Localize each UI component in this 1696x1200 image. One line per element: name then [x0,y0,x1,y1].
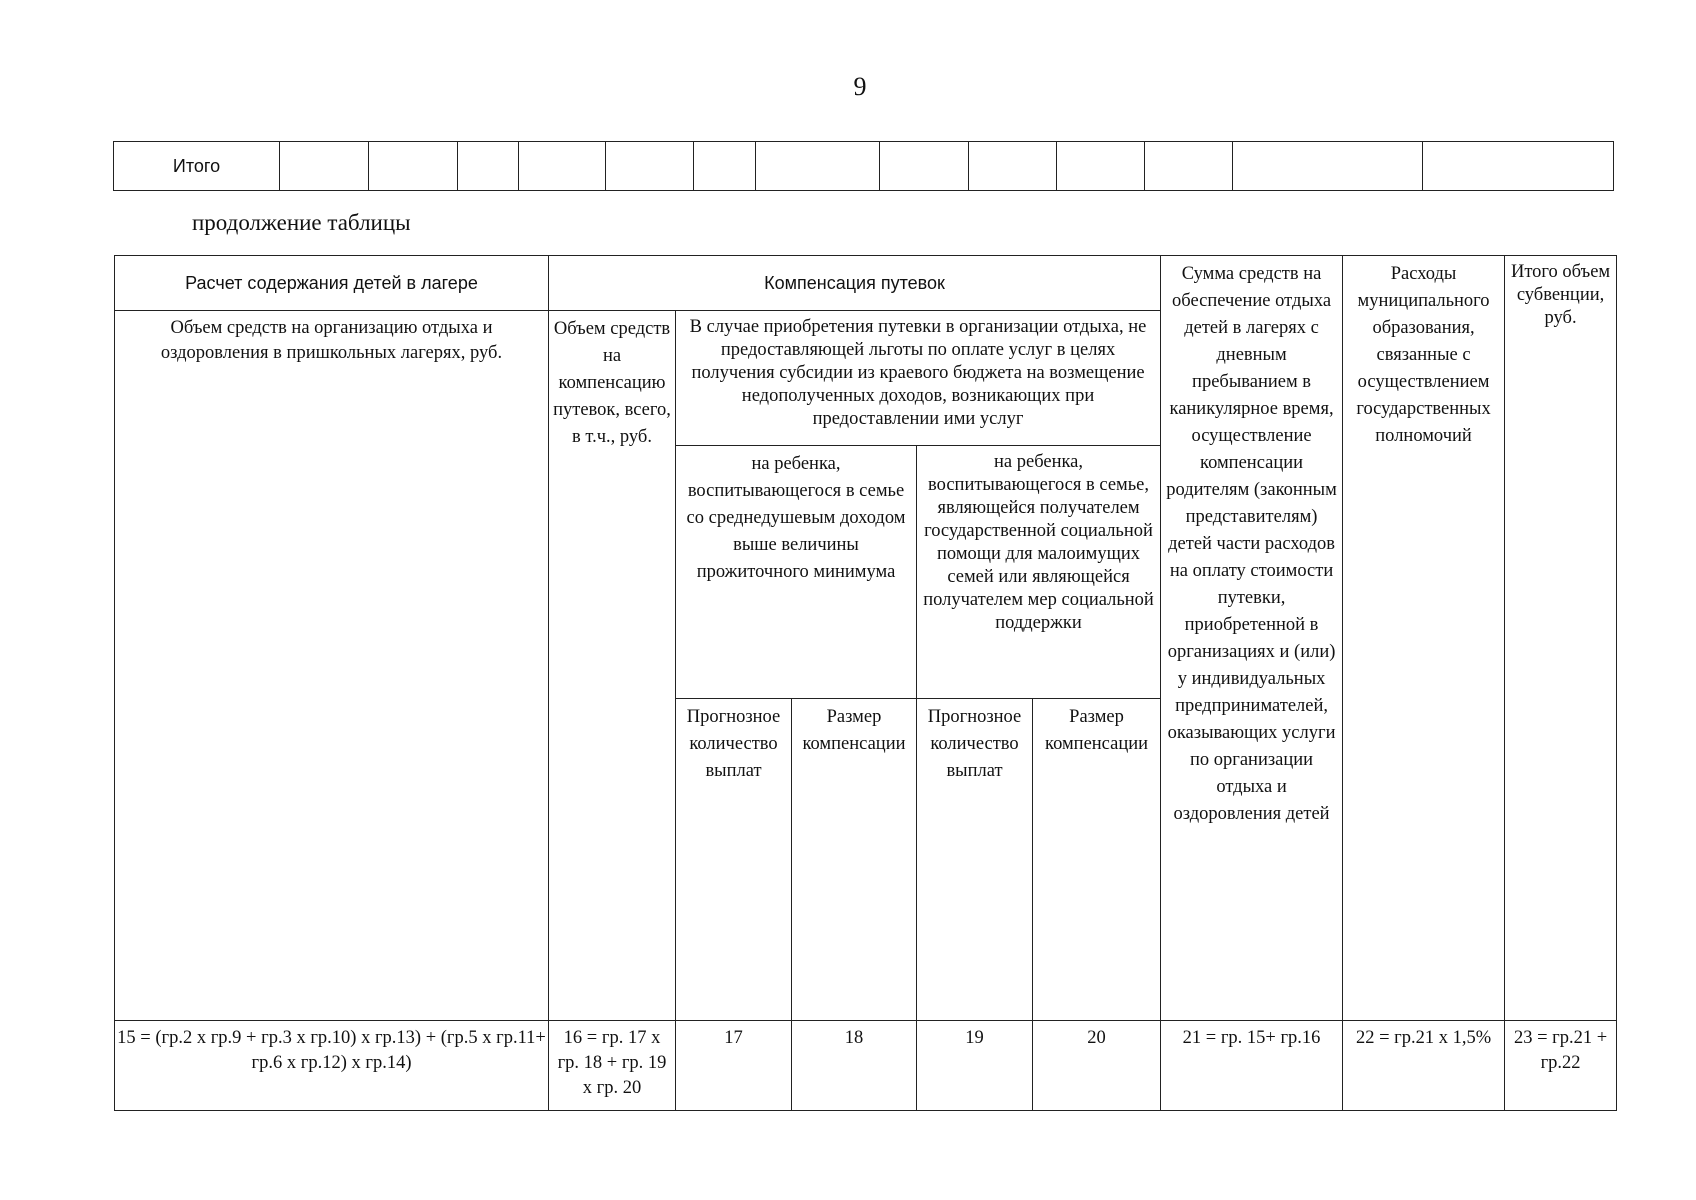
total-cell [969,142,1057,191]
total-cell [694,142,756,191]
formula-col-20: 20 [1033,1021,1161,1111]
total-subvention-header: Итого объем субвенции, руб. [1505,256,1617,1021]
total-label: Итого [114,142,280,191]
forecast-payments-header: Прогнозное количество выплат [676,699,792,1021]
total-cell [458,142,519,191]
total-cell [1423,142,1614,191]
child-above-minimum-header: на ребенка, воспитывающегося в семье со среднедушевым доходом выше величины прожиточного минимума [676,446,917,699]
school-camps-volume-header: Объем средств на организацию отдыха и оздоровления в пришкольных лагерях, руб. [115,311,549,1021]
column-formula-row [115,1021,1617,1111]
child-social-aid-header: на ребенка, воспитывающегося в семье, являющейся получателем государственной социальной помощи для малоимущих семей или являющейся получателем мер социальной поддержки [917,446,1161,699]
total-cell [280,142,369,191]
camp-calculation-header: Расчет содержания детей в лагере [115,256,549,311]
formula-col-22: 22 = гр.21 х 1,5% [1343,1021,1505,1111]
compensation-size-header: Размер компенсации [792,699,917,1021]
totals-row [114,142,1614,191]
total-cell [606,142,694,191]
purchase-case-header: В случае приобретения путевки в организации отдыха, не предоставляющей льготы по оплате услуг в целях получения субсидии из краевого бюджета на возмещение недополученных доходов, возникающих при предоставлении ими услуг [676,311,1161,446]
total-cell [1145,142,1233,191]
formula-col-16: 16 = гр. 17 х гр. 18 + гр. 19 х гр. 20 [549,1021,676,1111]
totals-table [113,141,1614,191]
municipal-expenses-header: Расходы муниципального образования, связанные с осуществлением государственных полномочий [1343,256,1505,1021]
total-cell [756,142,880,191]
total-cell [1057,142,1145,191]
formula-col-23: 23 = гр.21 + гр.22 [1505,1021,1617,1111]
formula-col-21: 21 = гр. 15+ гр.16 [1161,1021,1343,1111]
formula-col-17: 17 [676,1021,792,1111]
compensation-size-header: Размер компенсации [1033,699,1161,1021]
compensation-volume-header: Объем средств на компенсацию путевок, всего, в т.ч., руб. [549,311,676,1021]
total-cell [880,142,969,191]
total-cell [1233,142,1423,191]
total-cell [369,142,458,191]
subvention-calculation-table [114,255,1617,1111]
formula-col-19: 19 [917,1021,1033,1111]
formula-col-15: 15 = (гр.2 х гр.9 + гр.3 х гр.10) х гр.13) + (гр.5 х гр.11+ гр.6 х гр.12) х гр.14) [115,1021,549,1111]
formula-col-18: 18 [792,1021,917,1111]
sum-funds-header: Сумма средств на обеспечение отдыха детей в лагерях с дневным пребыванием в каникулярное время, осуществление компенсации родителям (законным представителям) детей части расходов на оплату стоимости путевки, приобретенной в организациях и (или) у индивидуальных предпринимателей, оказывающих услуги по организации отдыха и оздоровления детей [1161,256,1343,1021]
voucher-compensation-header: Компенсация путевок [549,256,1161,311]
header-row-1 [115,256,1617,311]
table-continuation-label: продолжение таблицы [192,210,411,235]
total-cell [519,142,606,191]
forecast-payments-header: Прогнозное количество выплат [917,699,1033,1021]
page-number: 9 [853,72,867,101]
